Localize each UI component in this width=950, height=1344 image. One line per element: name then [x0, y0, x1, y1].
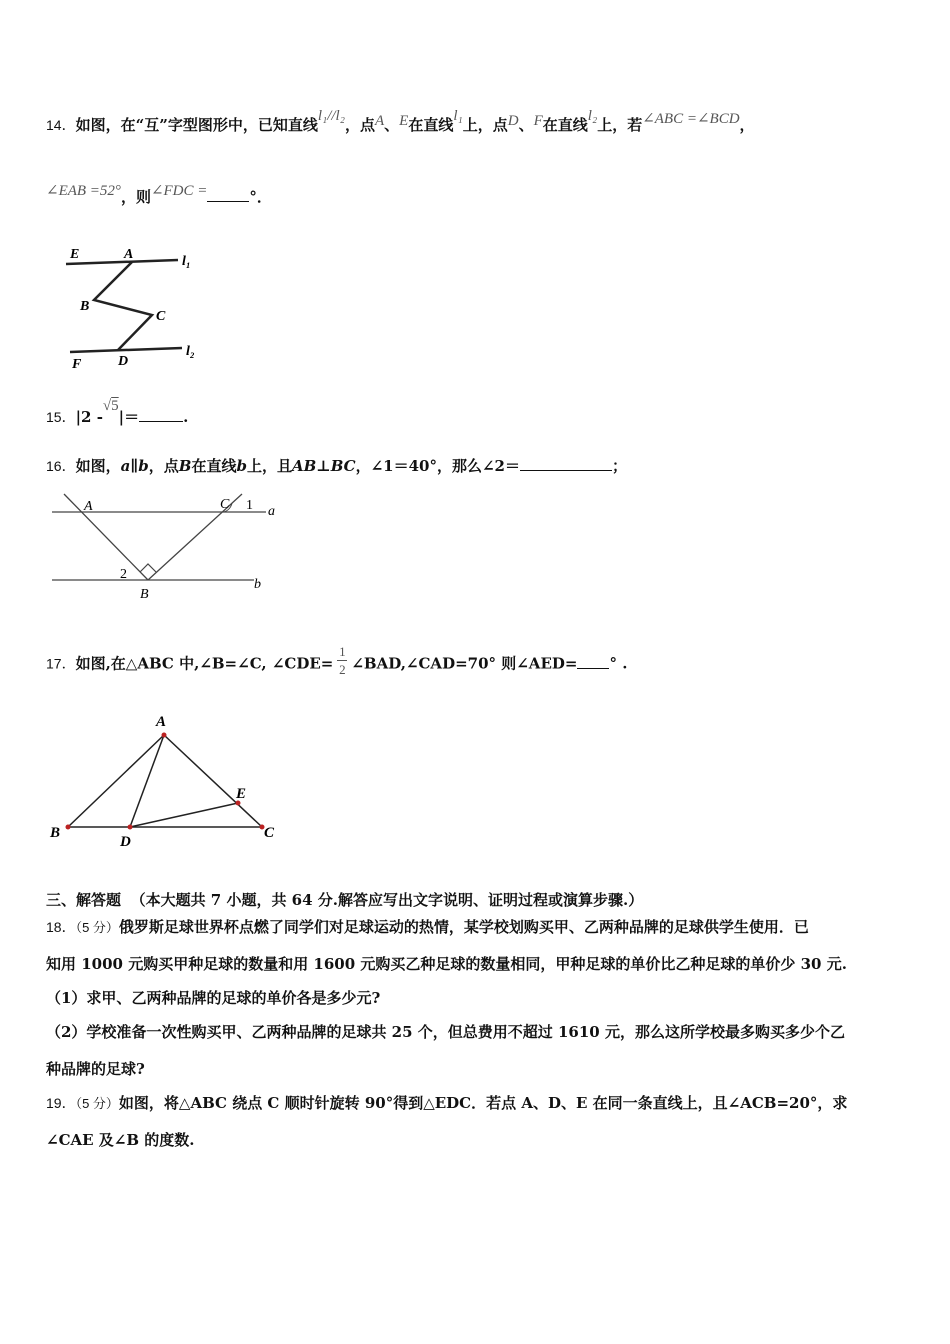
label-l1: l₁ — [182, 254, 191, 269]
label-A: A — [124, 247, 134, 262]
q19-number: 19． — [46, 1095, 76, 1111]
q18-number: 18． — [46, 919, 76, 935]
label-F: F — [72, 357, 82, 372]
q16-number: 16． — [46, 458, 76, 474]
label-E: E — [70, 247, 80, 262]
q17-line: 17．如图,在△ABC 中,∠B=∠C, ∠CDE= $\frac{1}{2}$ ∠BAD,∠CAD=70° 则∠AED= ° . — [46, 644, 628, 677]
label-D: D — [120, 834, 131, 850]
label-C: C — [264, 825, 275, 841]
section-3-heading — [46, 889, 643, 911]
answer-blank[interactable] — [139, 407, 183, 422]
q19-line1: 19．（5 分）如图，将△ABC 绕点 C 顺时针旋转 90°得到△EDC．若点 A、D、E 在同一条直线上，且∠ACB=20°，求 — [46, 1094, 848, 1112]
label-A: A — [84, 499, 93, 514]
q14-figure — [60, 240, 210, 375]
q14-number: 14． — [46, 117, 76, 133]
fraction-one-half: $\frac{1}{2}$ — [339, 644, 346, 677]
label-C: C — [156, 309, 166, 324]
q19-line2: ∠CAE 及∠B 的度数. — [46, 1131, 195, 1149]
q18-part1: （1）求甲、乙两种品牌的足球的单价各是多少元? — [46, 989, 381, 1007]
q16-figure — [48, 490, 288, 605]
label-a: a — [268, 504, 275, 519]
label-A: A — [156, 714, 167, 730]
q18-line1: 18．（5 分）俄罗斯足球世界杯点燃了同学们对足球运动的热情，某学校划购买甲、乙两种品牌的足球供学生使用．已 — [46, 918, 809, 936]
q17-figure — [48, 710, 288, 855]
q18-part2-line1: （2）学校准备一次性购买甲、乙两种品牌的足球共 25 个，但总费用不超过 1610 元，那么这所学校最多购买多少个乙 — [46, 1023, 845, 1041]
q16-line: 16．如图，a∥b，点B在直线b上，且AB⊥BC，∠1＝40°，那么∠2＝ ； — [46, 457, 628, 475]
label-B: B — [140, 587, 149, 602]
answer-blank[interactable] — [577, 654, 609, 669]
q18-line2: 知用 1000 元购买甲种足球的数量和用 1600 元购买乙种足球的数量相同，甲种足球的单价比乙种足球的单价少 30 元. — [46, 955, 847, 973]
q14-line1: 14．如图，在“互”字型图形中，已知直线l₁//l₂，点A、E在直线l₁上，点D、F在直线l₂上，若∠ABC =∠BCD， — [46, 108, 755, 134]
section-note: （本大题共 7 小题，共 64 分.解答应写出文字说明、证明过程或演算步骤.） — [130, 891, 644, 909]
label-b: b — [254, 577, 261, 592]
label-B: B — [50, 825, 61, 841]
q17-number: 17． — [46, 655, 76, 672]
label-angle-2: 2 — [120, 567, 127, 582]
q18-part2-line2: 种品牌的足球? — [46, 1060, 145, 1078]
label-D: D — [118, 354, 129, 369]
q15-line: 15．|2 -√5|＝ . — [46, 398, 189, 426]
answer-blank[interactable] — [520, 456, 612, 471]
answer-blank[interactable] — [207, 187, 249, 202]
label-E: E — [236, 786, 247, 802]
label-angle-1: 1 — [246, 498, 253, 513]
q14-line2: ∠EAB =52°，则∠FDC = °． — [46, 183, 272, 206]
q15-number: 15． — [46, 409, 76, 425]
section-title: 三、解答题 — [46, 891, 122, 909]
label-l2: l₂ — [186, 344, 195, 359]
label-C: C — [220, 497, 230, 512]
sqrt-5: √5 — [102, 398, 119, 414]
label-B: B — [80, 299, 90, 314]
